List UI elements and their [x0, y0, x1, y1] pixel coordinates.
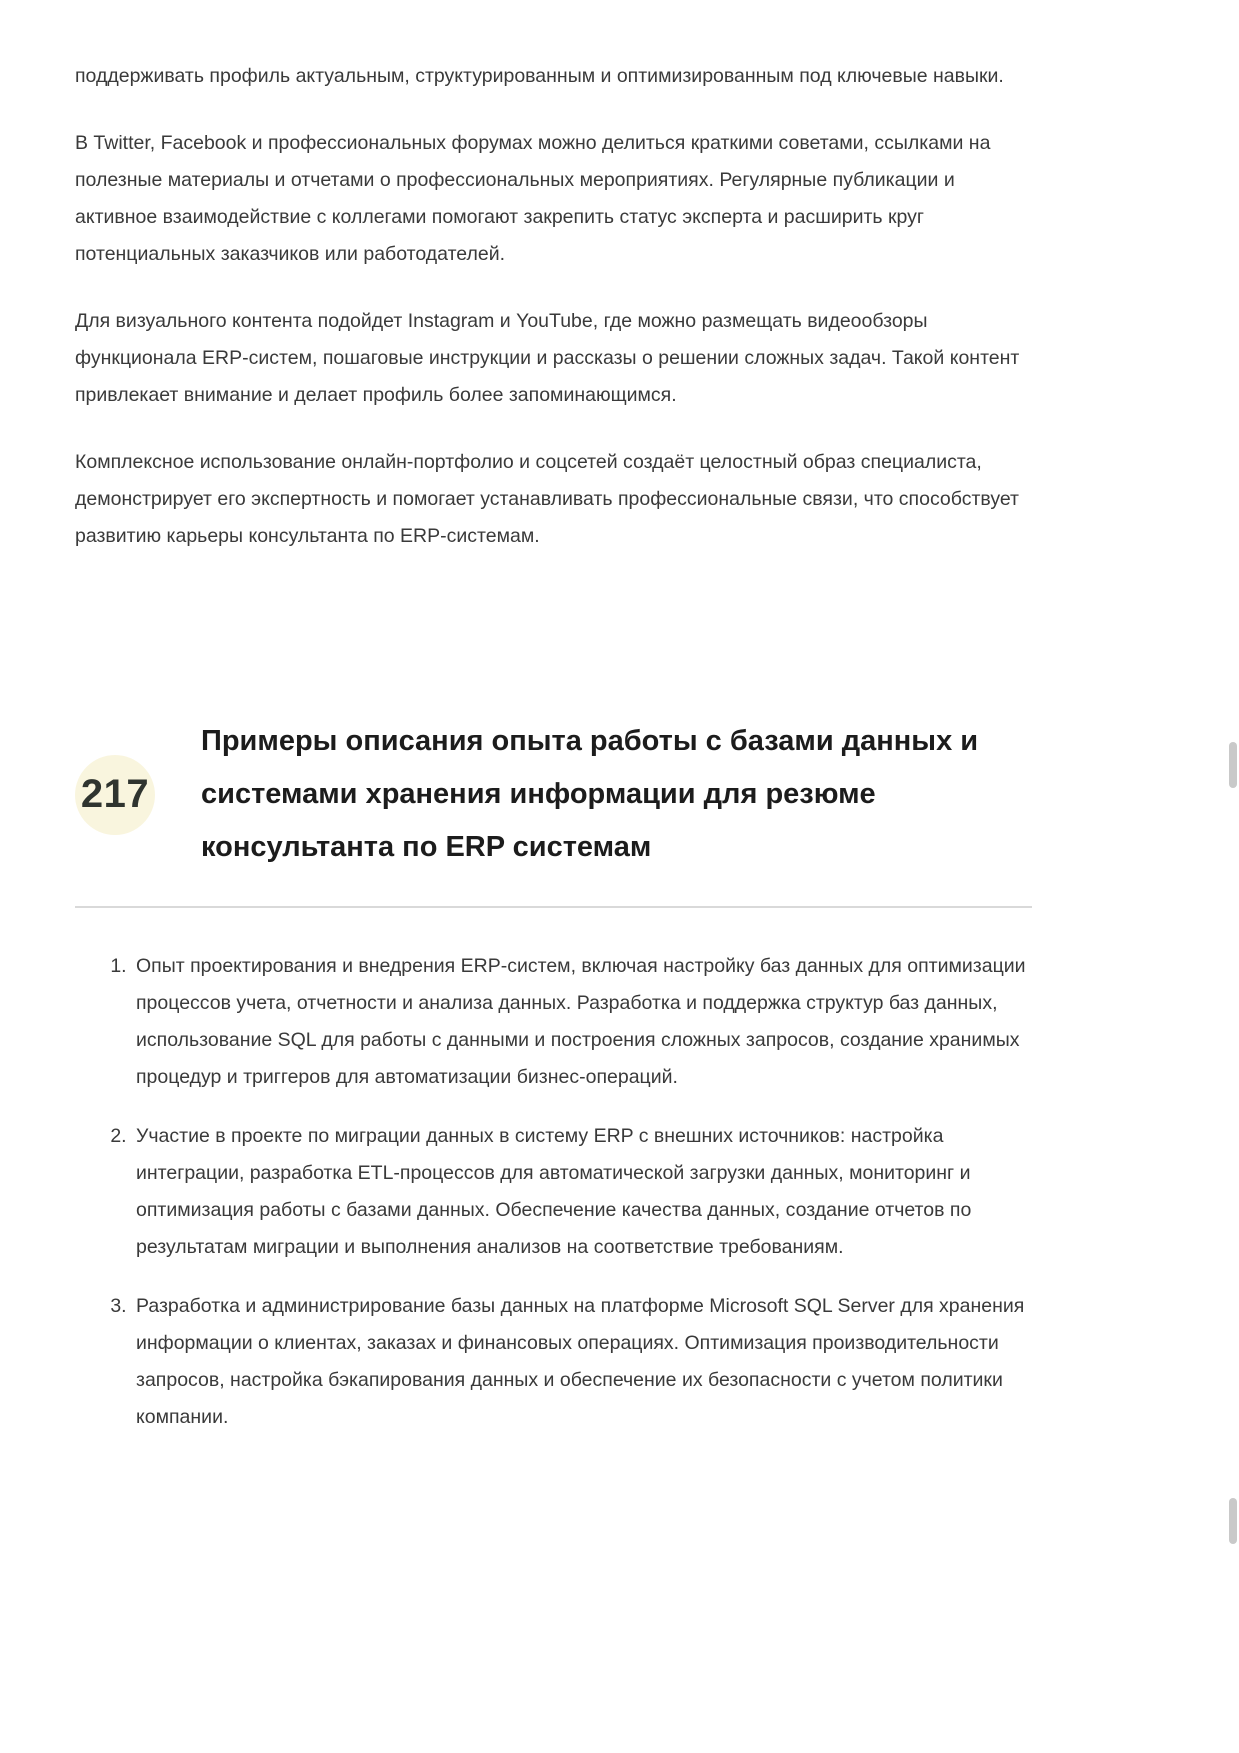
paragraph: В Twitter, Facebook и профессиональных форумах можно делиться краткими советами, ссылками на полезные материалы и отчетами о профессиональных мероприятиях. Регулярные публикации и активное взаимодействие с коллегами помогают закрепить статус эксперта и расширить круг потенциальных заказчиков или работодателей.	[75, 132, 991, 265]
section-number: 217	[80, 772, 150, 816]
intro-paragraphs	[75, 58, 1035, 555]
scrollbar-thumb[interactable]	[1229, 742, 1237, 788]
section-divider	[75, 906, 1032, 908]
scrollbar-thumb[interactable]	[1229, 1498, 1237, 1544]
examples-list	[75, 948, 1035, 1436]
list-item: 2. Участие в проекте по миграции данных в систему ERP с внешних источников: настройка интеграции, разработка ETL-процессов для автоматической загрузки данных, мониторинг и оптимизация работы с базами данных. Обеспечение качества данных, создание отчетов по результатам миграции и выполнения анализов на соответствие требованиям.	[132, 1118, 1035, 1266]
section-header	[75, 715, 1035, 874]
list-item: 3. Разработка и администрирование базы данных на платформе Microsoft SQL Server для хранения информации о клиентах, заказах и финансовых операциях. Оптимизация производительности запросов, настройка бэкапирования данных и обеспечение их безопасности с учетом политики компании.	[132, 1288, 1035, 1436]
paragraph: поддерживать профиль актуальным, структурированным и оптимизированным под ключевые навыки.	[75, 65, 1004, 87]
paragraph: Для визуального контента подойдет Instagram и YouTube, где можно размещать видеообзоры функционала ERP-систем, пошаговые инструкции и рассказы о решении сложных задач. Такой контент привлекает внимание и делает профиль более запоминающимся.	[75, 310, 1020, 406]
section-number-badge	[75, 755, 155, 835]
list-item: 1. Опыт проектирования и внедрения ERP-систем, включая настройку баз данных для оптимизации процессов учета, отчетности и анализа данных. Разработка и поддержка структур баз данных, использование SQL для работы с данными и построения сложных запросов, создание хранимых процедур и триггеров для автоматизации бизнес-операций.	[132, 948, 1035, 1096]
scrollbar-track	[1229, 0, 1237, 1753]
paragraph: Комплексное использование онлайн-портфолио и соцсетей создаёт целостный образ специалиста, демонстрирует его экспертность и помогает устанавливать профессиональные связи, что способствует развитию карьеры консультанта по ERP-системам.	[75, 451, 1019, 547]
section-title: Примеры описания опыта работы с базами данных и системами хранения информации для резюме консультанта по ERP системам	[201, 725, 979, 863]
